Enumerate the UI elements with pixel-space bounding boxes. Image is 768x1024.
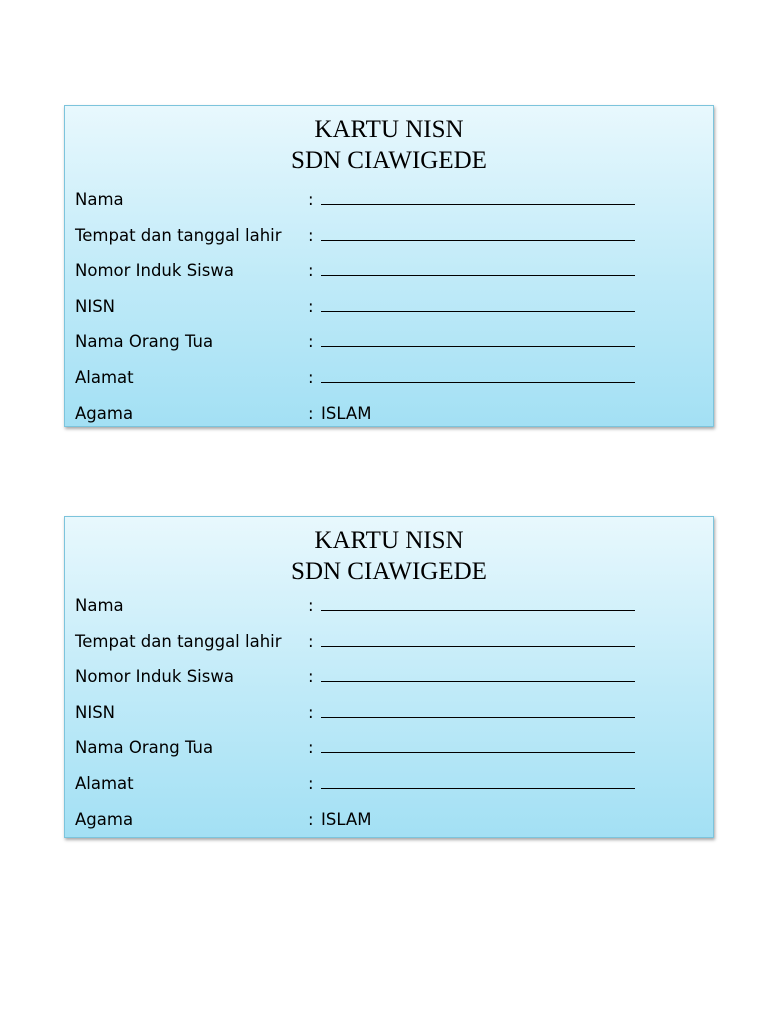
field-blank-line [321,346,635,347]
field-label: Nama [75,190,124,209]
card-fields [75,596,703,845]
field-nama-orang-tua [75,332,703,368]
field-separator: : [308,190,314,209]
field-agama [75,810,703,846]
field-separator: : [308,773,314,793]
field-label: Alamat [75,773,134,793]
field-blank-line [321,717,635,718]
nisn-card-2 [64,516,714,838]
field-separator: : [308,596,314,615]
field-nisn [75,703,703,739]
field-separator: : [308,809,314,829]
field-label: Nama Orang Tua [75,738,214,758]
field-nama-orang-tua [75,738,703,774]
field-separator: : [308,332,314,352]
card-subtitle: SDN CIAWIGEDE [291,147,487,174]
field-blank-line [321,681,635,682]
field-tempat-tanggal-lahir [75,632,703,668]
field-value: ISLAM [321,403,372,423]
field-separator: : [308,296,314,316]
field-tempat-tanggal-lahir [75,226,703,262]
field-separator: : [308,225,314,245]
card-title: KARTU NISN [314,116,464,143]
field-separator: : [308,667,314,687]
field-blank-line [321,204,635,205]
field-label: Nama Orang Tua [75,332,214,352]
field-label: Nomor Induk Siswa [75,667,234,687]
field-blank-line [321,275,635,276]
nisn-card-1 [64,105,714,427]
field-separator: : [308,403,314,423]
field-separator: : [308,261,314,281]
card-header [65,114,713,176]
field-label: Alamat [75,367,134,387]
field-alamat [75,368,703,404]
field-separator: : [308,702,314,722]
field-blank-line [321,311,635,312]
card-title: KARTU NISN [314,527,464,554]
field-label: Tempat dan tanggal lahir [75,225,282,245]
field-blank-line [321,646,635,647]
field-label: Nama [75,596,124,615]
card-header [65,525,713,587]
field-value: ISLAM [321,809,372,829]
field-label: NISN [75,702,116,722]
field-alamat [75,774,703,810]
field-nama [75,190,703,226]
field-nama [75,596,703,632]
field-blank-line [321,382,635,383]
field-blank-line [321,752,635,753]
field-separator: : [308,367,314,387]
card-fields [75,190,703,439]
field-separator: : [308,631,314,651]
field-label: Tempat dan tanggal lahir [75,631,282,651]
field-label: Nomor Induk Siswa [75,261,234,281]
card-subtitle: SDN CIAWIGEDE [291,558,487,585]
field-nomor-induk-siswa [75,667,703,703]
field-label: NISN [75,296,116,316]
field-separator: : [308,738,314,758]
field-blank-line [321,240,635,241]
field-blank-line [321,610,635,611]
field-blank-line [321,788,635,789]
field-label: Agama [75,403,134,423]
field-nomor-induk-siswa [75,261,703,297]
field-label: Agama [75,809,134,829]
field-agama [75,404,703,440]
field-nisn [75,297,703,333]
